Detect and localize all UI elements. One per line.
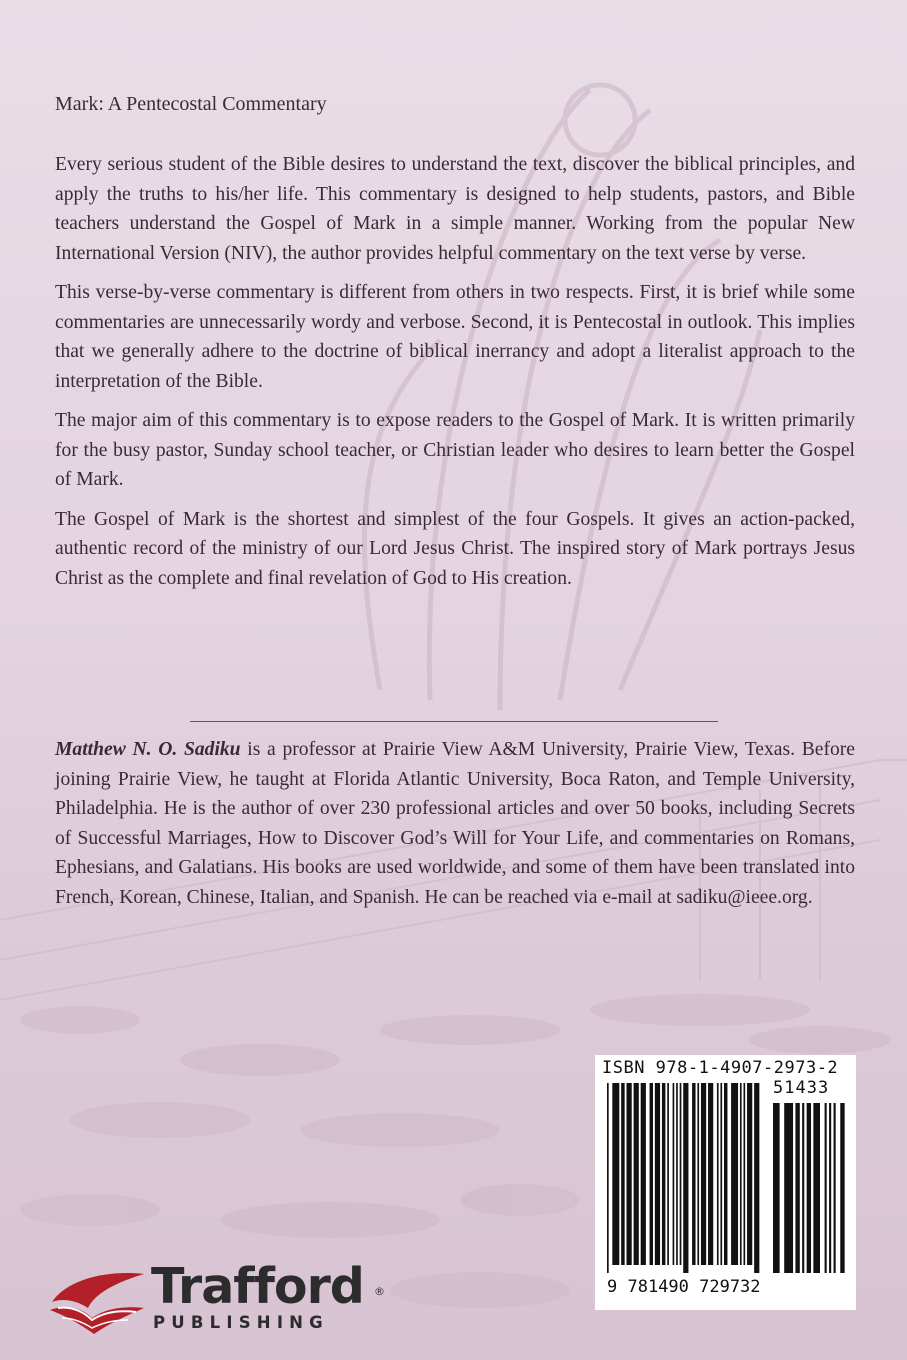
barcode-bar xyxy=(740,1083,742,1265)
book-title: Mark: A Pentecostal Commentary xyxy=(55,93,327,115)
barcode-number: 9 781490 729732 xyxy=(607,1277,761,1297)
barcode-bar xyxy=(612,1083,619,1265)
isbn-label: ISBN 978-1-4907-2973-2 xyxy=(602,1058,839,1078)
barcode-bar xyxy=(708,1083,713,1265)
barcode-bar xyxy=(754,1083,759,1273)
section-divider xyxy=(190,721,718,722)
author-bio-text: is a professor at Prairie View A&M University, Prairie View, Texas. Before joining Prairie View, he taught at Florida Atlantic University, Boca Raton, and Temple University, Philadelphia. He is the author of over 230 professional articles and over 50 books, including Secrets of Successful Marriages, How to Discover God’s Will for Your Life, and commentaries on Romans, Ephesians, and Galatians. His books are used worldwide, and some of them have been translated into French, Korean, Chinese, Italian, and Spanish. He can be reached via e-mail at sadiku@ieee.org. xyxy=(55,739,855,908)
barcode-bar xyxy=(825,1103,827,1273)
isbn-barcode xyxy=(595,1055,856,1310)
barcode-bar xyxy=(720,1083,722,1265)
author-name: Matthew N. O. Sadiku xyxy=(55,739,241,760)
blurb-paragraph-3: The major aim of this commentary is to expose readers to the Gospel of Mark. It is written primarily for the busy pastor, Sunday school teacher, or Christian leader who desires to learn better the Gospel of Mark. xyxy=(55,410,855,490)
barcode-bar xyxy=(747,1083,752,1265)
barcode-bar xyxy=(807,1103,811,1273)
barcode-bar xyxy=(676,1083,678,1265)
blurb-paragraph-4: The Gospel of Mark is the shortest and simplest of the four Gospels. It gives an action-packed, authentic record of the ministry of our Lord Jesus Christ. The inspired story of Mark portrays Jesus Christ as the complete and final revelation of God to His creation. xyxy=(55,508,855,589)
publisher-subline: PUBLISHING xyxy=(153,1313,329,1332)
barcode-bar xyxy=(673,1083,675,1265)
barcode-bar xyxy=(641,1083,646,1265)
description-blurb xyxy=(55,150,855,603)
barcode-bar xyxy=(667,1083,669,1265)
blurb-paragraph-2: This verse-by-verse commentary is different from others in two respects. First, it is brief while some commentaries are unnecessarily wordy and verbose. Second, it is Pentecostal in outlook. This implies that we generally adhere to the doctrine of biblical inerrancy and adopt a literalist approach to the interpretation of the Bible. xyxy=(55,282,855,392)
barcode-bar xyxy=(717,1083,719,1265)
barcode-addon-digits: 51433 xyxy=(773,1078,830,1098)
barcode-bar xyxy=(840,1103,844,1273)
barcode-bar xyxy=(773,1103,780,1273)
barcode-bar xyxy=(655,1083,660,1265)
barcode-bar xyxy=(683,1083,688,1273)
barcode-bar xyxy=(802,1103,804,1273)
barcode-bar xyxy=(834,1103,836,1273)
barcode-bar xyxy=(829,1103,831,1273)
barcode-bar xyxy=(813,1103,820,1273)
blurb-paragraph-1: Every serious student of the Bible desires to understand the text, discover the biblical principles, and apply the truths to his/her life. This commentary is designed to help students, pastors, and Bible teachers understand the Gospel of Mark in a simple manner. Working from the popular New International Version (NIV), the author provides helpful commentary on the text verse by verse. xyxy=(55,154,855,264)
barcode-bar xyxy=(697,1083,699,1265)
author-bio xyxy=(55,735,855,912)
barcode-bar xyxy=(650,1083,653,1265)
barcode-bar xyxy=(784,1103,793,1273)
barcode-bar xyxy=(627,1083,632,1265)
book-hand-icon xyxy=(48,1268,148,1336)
barcode-bar xyxy=(701,1083,706,1265)
barcode-bars xyxy=(595,1055,856,1310)
barcode-bar xyxy=(744,1083,746,1265)
barcode-bar xyxy=(634,1083,639,1265)
barcode-bar xyxy=(692,1083,695,1265)
barcode-bar xyxy=(607,1083,609,1273)
registered-mark: ® xyxy=(374,1285,385,1298)
barcode-bar xyxy=(724,1083,727,1265)
barcode-bar xyxy=(795,1103,799,1273)
publisher-name: Trafford xyxy=(151,1258,364,1315)
barcode-bar xyxy=(621,1083,624,1265)
barcode-bar xyxy=(662,1083,665,1265)
barcode-bar xyxy=(731,1083,738,1265)
barcode-bar xyxy=(680,1083,682,1265)
